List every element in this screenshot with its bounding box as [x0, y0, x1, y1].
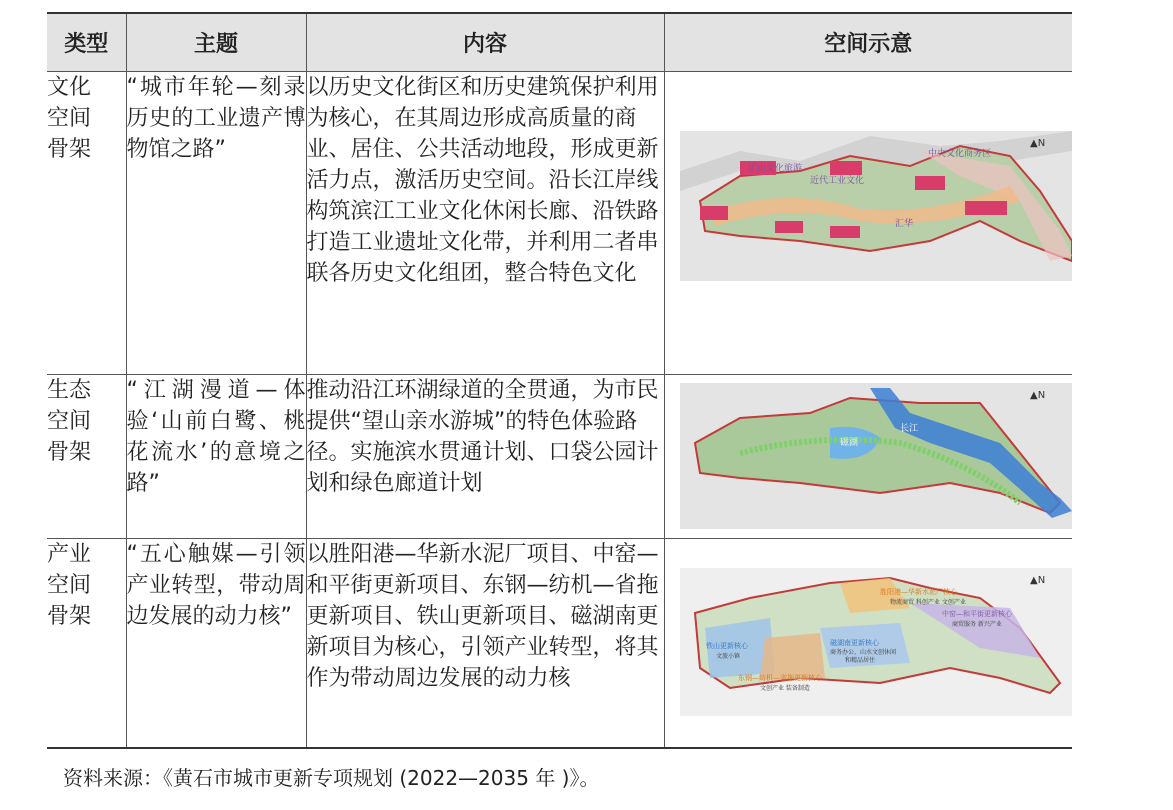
map-label: 中窑—和平街更新核心 — [941, 610, 1012, 618]
source-note: 资料来源：《黄石市城市更新专项规划 (2022—2035 年 )》。 — [63, 766, 600, 790]
planning-table — [47, 12, 1072, 749]
table-row — [47, 72, 1072, 375]
diagram-cell — [664, 539, 1072, 748]
theme-cell — [126, 72, 306, 375]
map-label: 铁山更新核心 — [705, 642, 748, 650]
header-row — [47, 13, 1072, 72]
table-row — [47, 375, 1072, 539]
content-cell — [306, 72, 664, 375]
map-label: 中央文化商务区 — [927, 149, 991, 159]
content-text: 推动沿江环湖绿道的全贯通，为市民提供“望山亲水游城”的特色体验路径。实施滨水贯通计划、口袋公园计划和绿色廊道计划 — [306, 378, 659, 496]
map-label: 长江 — [899, 424, 918, 434]
content-cell — [306, 375, 664, 539]
map-label: 汇华 — [894, 219, 913, 229]
ecology-map — [680, 383, 1072, 529]
theme-cell — [126, 539, 306, 748]
diagram-cell — [664, 375, 1072, 539]
type-cell — [47, 539, 126, 748]
header-content: 内容 — [306, 13, 664, 72]
content-text: 以胜阳港—华新水泥厂项目、中窑—和平街更新项目、东钢—纺机—省拖更新项目、铁山更新项目、磁湖南更新项目为核心，引领产业转型，将其作为带动周边发展的动力核 — [306, 542, 659, 691]
map-label: 商务办公、山水文创休闲 — [829, 649, 896, 656]
map-label: 文创产业 装备制造 — [759, 685, 810, 692]
industry-map — [680, 568, 1072, 716]
table-row — [47, 539, 1072, 748]
map-label: 和精品居住 — [844, 657, 875, 664]
content-cell — [306, 539, 664, 748]
content-text: 以历史文化街区和历史建筑保护利用为核心，在其周边形成高质量的商业、居住、公共活动地段，形成更新活力点，激活历史空间。沿长江岸线构筑滨江工业文化休闲长廊、沿铁路打造工业遗址文化带，并利用二者串联各历史文化组团，整合特色文化 — [306, 75, 659, 286]
type-cell — [47, 375, 126, 539]
map-label: 近代工业文化 — [809, 176, 864, 186]
theme-text: “城市年轮—刻录历史的工业遗产博物馆之路” — [126, 75, 306, 162]
map-label: 矿山文化旅游 — [747, 164, 802, 174]
map-label: 胜阳港—华新水泥厂核心 — [879, 588, 957, 596]
north-arrow-icon: ▲N — [1029, 138, 1045, 149]
theme-text: “五心触媒—引领产业转型，带动周边发展的动力核” — [126, 542, 306, 629]
map-label: 东钢—纺机—省拖更新核心 — [737, 674, 822, 682]
map-label: 文旅小镇 — [715, 653, 740, 660]
header-type: 类型 — [47, 13, 126, 72]
north-arrow-icon: ▲N — [1029, 575, 1045, 586]
map-label: 磁湖 — [839, 438, 858, 448]
type-text: 生态 空间 骨架 — [47, 378, 92, 465]
type-cell — [47, 72, 126, 375]
theme-cell — [126, 375, 306, 539]
theme-text: “江湖漫道—体验‘山前白鹭、桃花流水’的意境之路” — [126, 378, 306, 496]
culture-map — [680, 131, 1072, 281]
type-text: 产业 空间 骨架 — [47, 542, 92, 629]
map-label: 物流商贸 科创产业 文创产业 — [889, 599, 966, 606]
type-text: 文化 空间 骨架 — [47, 75, 92, 162]
north-arrow-icon: ▲N — [1029, 390, 1045, 401]
diagram-cell — [664, 72, 1072, 375]
map-label: 磁湖南更新核心 — [829, 639, 879, 647]
header-diagram: 空间示意 — [664, 13, 1072, 72]
map-label: 商贸服务 新兴产业 — [951, 621, 1002, 628]
header-theme: 主题 — [126, 13, 306, 72]
